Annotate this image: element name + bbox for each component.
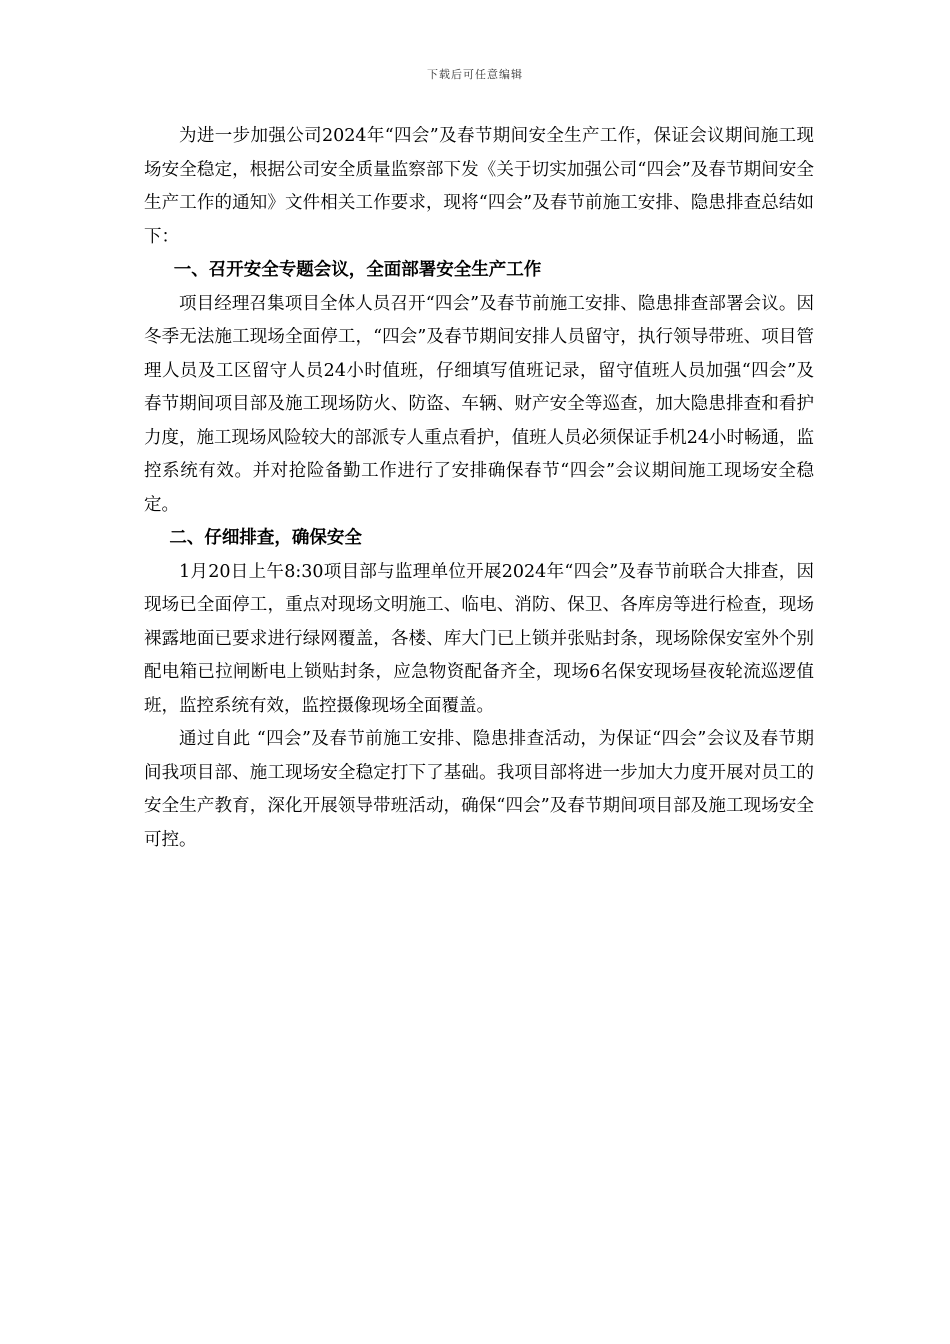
- section-2-paragraph: 1月20日上午8:30项目部与监理单位开展2024年“四会”及春节前联合大排查，因现场已全面停工，重点对现场文明施工、临电、消防、保卫、各库房等进行检查，现场裸露地面已要求进行绿网覆盖，各楼、库大门已上锁并张贴封条，现场除保安室外个别配电箱已拉闸断电上锁贴封条，应急物资配备齐全，现场6名保安现场昼夜轮流巡逻值班，监控系统有效，监控摄像现场全面覆盖。: [144, 561, 814, 716]
- document-body: [144, 120, 814, 857]
- conclusion-paragraph: 通过自此 “四会”及春节前施工安排、隐患排查活动，为保证“四会”会议及春节期间我项目部、施工现场安全稳定打下了基础。我项目部将进一步加大力度开展对员工的安全生产教育，深化开展领导带班活动，确保“四会”及春节期间项目部及施工现场安全可控。: [144, 729, 814, 850]
- header-note: 下载后可任意编辑: [427, 68, 523, 81]
- section-2-heading: 二、仔细排查，确保安全: [169, 528, 362, 548]
- section-1-paragraph: 项目经理召集项目全体人员召开“四会”及春节前施工安排、隐患排查部署会议。因冬季无法施工现场全面停工，“四会”及春节期间安排人员留守，执行领导带班、项目管理人员及工区留守人员24小时值班，仔细填写值班记录，留守值班人员加强“四会”及春节期间项目部及施工现场防火、防盗、车辆、财产安全等巡查，加大隐患排查和看护力度，施工现场风险较大的部派专人重点看护，值班人员必须保证手机24小时畅通，监控系统有效。并对抢险备勤工作进行了安排确保春节“四会”会议期间施工现场安全稳定。: [144, 293, 814, 515]
- intro-paragraph: 为进一步加强公司2024年“四会”及春节期间安全生产工作，保证会议期间施工现场安全稳定，根据公司安全质量监察部下发《关于切实加强公司“四会”及春节期间安全生产工作的通知》文件相关工作要求，现将“四会”及春节前施工安排、隐患排查总结如下：: [144, 126, 814, 247]
- section-1-heading: 一、召开安全专题会议，全面部署安全生产工作: [173, 260, 542, 280]
